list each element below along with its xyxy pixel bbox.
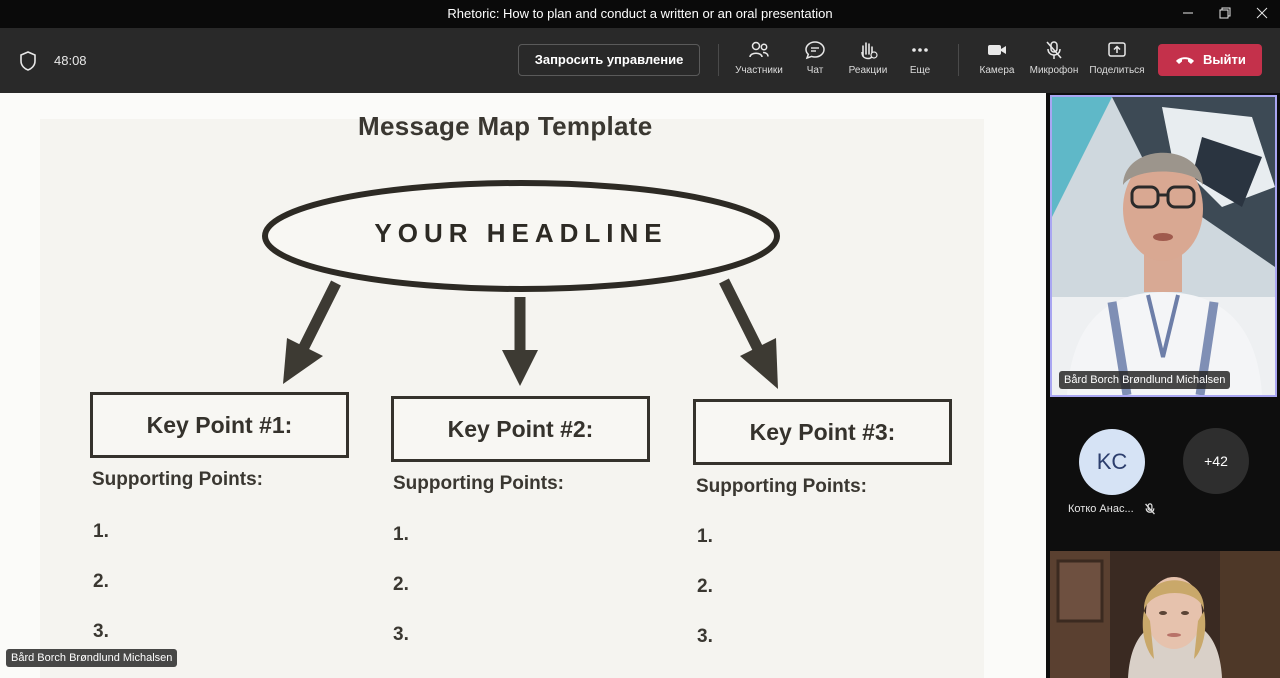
participant-video-tile[interactable] — [1050, 551, 1280, 678]
microphone-off-icon — [1143, 502, 1157, 521]
share-screen-icon — [1106, 40, 1128, 60]
more-button[interactable] — [889, 40, 951, 84]
list-item: 2. — [393, 574, 409, 595]
list-item: 3. — [697, 626, 713, 647]
arrow-left-shaft — [300, 283, 336, 355]
key-point-label: Key Point #3: — [749, 419, 896, 445]
speaker-video-tile[interactable] — [1050, 95, 1277, 397]
participant-name: Котко Анас... — [1068, 503, 1134, 515]
share-label: Поделиться — [1089, 65, 1145, 76]
leave-button[interactable] — [1158, 44, 1262, 76]
leave-label: Выйти — [1203, 52, 1246, 67]
key-point-label: Key Point #1: — [146, 412, 293, 438]
chat-icon — [804, 40, 826, 60]
more-label: Еще — [909, 65, 931, 76]
window-title: Rhetoric: How to plan and conduct a written or an oral presentation — [447, 6, 833, 21]
speaker-name-label: Bård Borch Brøndlund Michalsen — [1059, 371, 1230, 389]
key-point-box-2 — [391, 396, 650, 462]
participants-button[interactable] — [728, 40, 790, 84]
minimize-icon[interactable] — [1178, 4, 1198, 24]
shared-screen — [0, 93, 1046, 678]
chat-label: Чат — [806, 65, 824, 76]
participant-video — [1050, 551, 1280, 678]
headline-text: YOUR HEADLINE — [374, 218, 668, 248]
hang-up-icon — [1175, 55, 1195, 65]
list-item: 2. — [697, 576, 713, 597]
participants-label: Участники — [735, 65, 783, 76]
more-icon — [909, 40, 931, 60]
list-item: 3. — [93, 621, 109, 642]
message-map-diagram — [0, 93, 1046, 678]
list-item: 3. — [393, 624, 409, 645]
microphone-off-icon — [1043, 40, 1065, 60]
restore-icon[interactable] — [1215, 4, 1235, 24]
key-point-label: Key Point #2: — [447, 416, 594, 442]
shield-icon — [18, 50, 38, 77]
toolbar-divider — [958, 44, 959, 76]
arrow-center-head — [502, 350, 538, 386]
microphone-label: Микрофон — [1029, 65, 1079, 76]
arrow-right-shaft — [724, 281, 760, 353]
key-point-box-1 — [90, 392, 349, 458]
list-item: 1. — [393, 524, 409, 545]
speaker-video — [1052, 97, 1275, 395]
supporting-points-label: Supporting Points: — [696, 476, 867, 497]
more-participants-button[interactable]: +42 — [1183, 428, 1249, 494]
list-item: 1. — [93, 521, 109, 542]
supporting-points-label: Supporting Points: — [393, 473, 564, 494]
raise-hand-icon — [857, 40, 879, 60]
camera-label: Камера — [979, 65, 1015, 76]
reactions-label: Реакции — [848, 65, 888, 76]
request-control-button[interactable]: Запросить управление — [518, 44, 700, 76]
key-point-box-3 — [693, 399, 952, 465]
microphone-button[interactable] — [1023, 40, 1085, 84]
list-item: 1. — [697, 526, 713, 547]
presenter-name-label: Bård Borch Brøndlund Michalsen — [6, 649, 177, 667]
share-button[interactable] — [1086, 40, 1148, 84]
supporting-points-label: Supporting Points: — [92, 469, 263, 490]
slide-title: Message Map Template — [358, 111, 653, 141]
avatar[interactable]: KC — [1079, 429, 1145, 495]
title-bar — [0, 0, 1280, 28]
meeting-toolbar — [0, 28, 1280, 93]
list-item: 2. — [93, 571, 109, 592]
close-icon[interactable] — [1252, 4, 1272, 24]
camera-button[interactable] — [966, 40, 1028, 84]
meeting-timer: 48:08 — [54, 53, 87, 68]
toolbar-divider — [718, 44, 719, 76]
people-icon — [748, 40, 770, 60]
video-camera-icon — [986, 40, 1008, 60]
